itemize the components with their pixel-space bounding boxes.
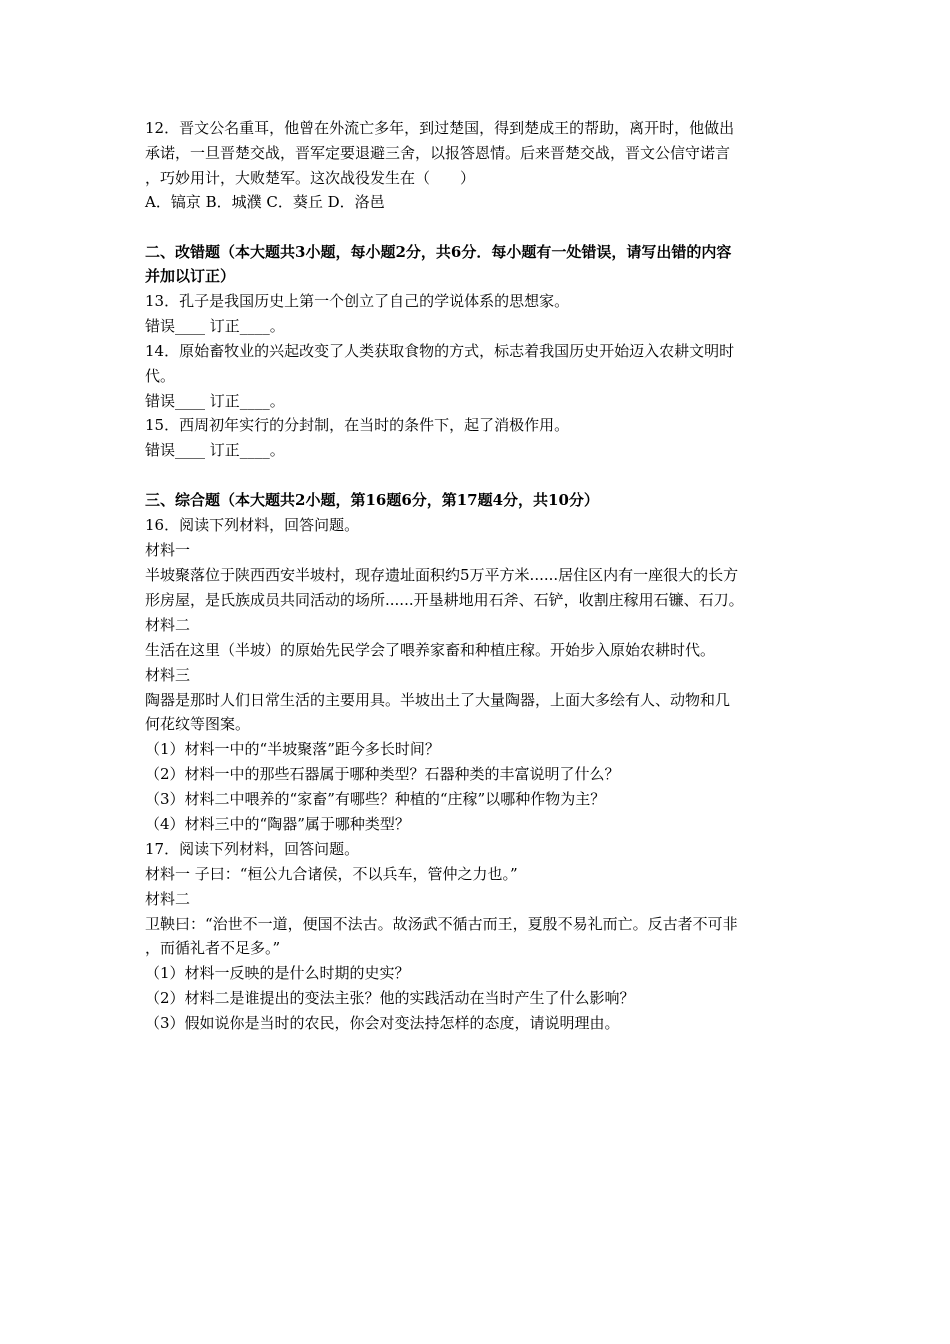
- q16-material-3-line-1: 陶器是那时人们日常生活的主要用具。半坡出土了大量陶器，上面大多绘有人、动物和几: [145, 691, 731, 709]
- q16-material-3-label: 材料三: [145, 666, 191, 684]
- q17-material-2-line-2: ，而循礼者不足多。”: [145, 939, 281, 957]
- section-3-heading: 三、综合题（本大题共2小题，第16题6分，第17题4分，共10分）: [145, 491, 599, 509]
- q12-text-line-1: 12．晋文公名重耳，他曾在外流亡多年，到过楚国，得到楚成王的帮助，离开时，他做出: [145, 119, 735, 137]
- q16-material-2-label: 材料二: [145, 616, 191, 634]
- q17-material-2-label: 材料二: [145, 890, 191, 908]
- q15-answer-blank: 错误____ 订正____。: [145, 441, 285, 459]
- section-2-heading-line-1: 二、改错题（本大题共3小题，每小题2分，共6分．每小题有一处错误，请写出错的内容: [145, 243, 732, 261]
- q13-text: 13．孔子是我国历史上第一个创立了自己的学说体系的思想家。: [145, 292, 570, 310]
- q17-sub-2: （2）材料二是谁提出的变法主张？他的实践活动在当时产生了什么影响？: [145, 989, 635, 1007]
- q17-sub-1: （1）材料一反映的是什么时期的史实？: [145, 964, 410, 982]
- q16-sub-2: （2）材料一中的那些石器属于哪种类型？石器种类的丰富说明了什么？: [145, 765, 620, 783]
- q14-text-line-1: 14．原始畜牧业的兴起改变了人类获取食物的方式，标志着我国历史开始迈入农耕文明时: [145, 342, 735, 360]
- q15-text: 15．西周初年实行的分封制，在当时的条件下，起了消极作用。: [145, 416, 570, 434]
- q12-text-line-3: ，巧妙用计，大败楚军。这次战役发生在（ ）: [145, 169, 476, 187]
- q16-sub-4: （4）材料三中的“陶器”属于哪种类型？: [145, 815, 410, 833]
- q16-sub-1: （1）材料一中的“半坡聚落”距今多长时间？: [145, 740, 440, 758]
- q17-material-2-line-1: 卫鞅曰：“治世不一道，便国不法古。故汤武不循古而王，夏殷不易礼而亡。反古者不可非: [145, 915, 738, 933]
- q17-text: 17．阅读下列材料，回答问题。: [145, 840, 360, 858]
- q16-material-3-line-2: 何花纹等图案。: [145, 715, 251, 733]
- section-2-heading-line-2: 并加以订正）: [145, 267, 236, 285]
- q14-answer-blank: 错误____ 订正____。: [145, 392, 285, 410]
- q17-sub-3: （3）假如说你是当时的农民，你会对变法持怎样的态度，请说明理由。: [145, 1014, 620, 1032]
- q14-text-line-2: 代。: [145, 367, 176, 385]
- q17-material-1: 材料一 子曰：“桓公九合诸侯，不以兵车，管仲之力也。”: [145, 865, 518, 883]
- q12-text-line-2: 承诺，一旦晋楚交战，晋军定要退避三舍，以报答恩情。后来晋楚交战，晋文公信守诺言: [145, 144, 731, 162]
- q16-text: 16．阅读下列材料，回答问题。: [145, 516, 360, 534]
- q16-material-1-line-1: 半坡聚落位于陕西西安半坡村，现存遗址面积约5万平方米......居住区内有一座很大的长方: [145, 566, 739, 584]
- q16-material-2-text: 生活在这里（半坡）的原始先民学会了喂养家畜和种植庄稼。开始步入原始农耕时代。: [145, 641, 716, 659]
- q12-options: A．镐京 B．城濮 C．葵丘 D．洛邑: [145, 193, 385, 211]
- q16-sub-3: （3）材料二中喂养的“家畜”有哪些？种植的“庄稼”以哪种作物为主？: [145, 790, 606, 808]
- q16-material-1-line-2: 形房屋，是氏族成员共同活动的场所......开垦耕地用石斧、石铲，收割庄稼用石镰、石刀。: [145, 591, 744, 609]
- q13-answer-blank: 错误____ 订正____。: [145, 317, 285, 335]
- q16-material-1-label: 材料一: [145, 541, 191, 559]
